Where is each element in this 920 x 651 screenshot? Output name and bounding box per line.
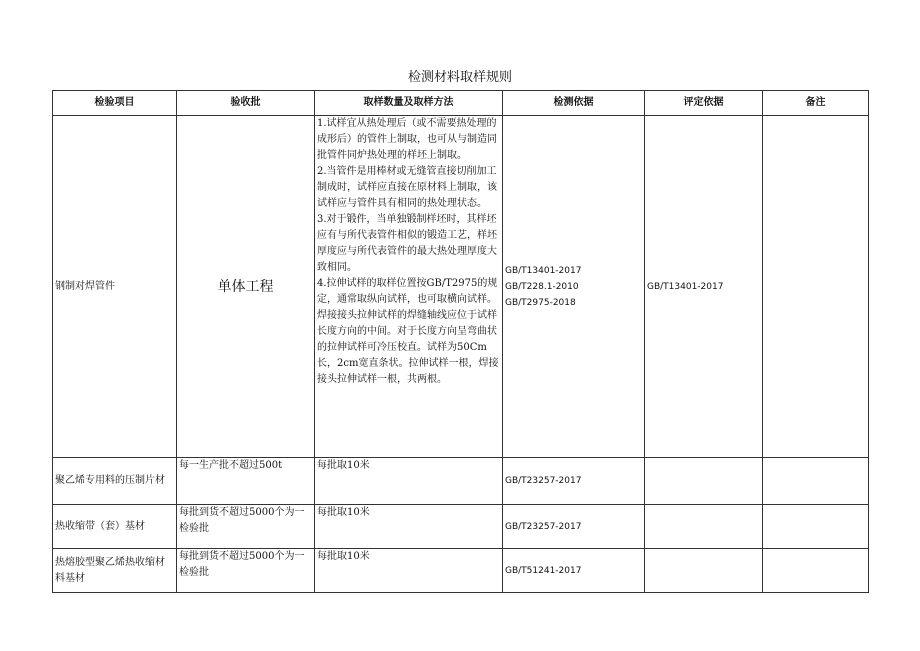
remark-cell — [763, 549, 869, 593]
method-cell — [315, 116, 503, 458]
evaluation-cell — [645, 549, 763, 593]
standard-cell: GB/T23257-2017 — [503, 458, 645, 505]
remark-cell — [763, 505, 869, 549]
item-cell: 热熔胶型聚乙烯热收缩材料基材 — [53, 549, 177, 593]
batch-cell: 每批到货不超过5000个为一检验批 — [177, 505, 315, 549]
header-method: 取样数量及取样方法 — [315, 91, 503, 116]
table-row — [53, 505, 869, 549]
header-evaluation: 评定依据 — [645, 91, 763, 116]
standard-cell — [503, 116, 645, 458]
evaluation-cell: GB/T13401-2017 — [645, 116, 763, 458]
method-step: 2.当管件是用棒材或无缝管直接切削加工制成时，试样应直接在原材料上制取，该试样应与管件具有相同的热处理状态。 — [317, 166, 497, 209]
method-cell: 每批取10米 — [315, 505, 503, 549]
method-step: 4.拉伸试样的取样位置按GB/T2975的规定，通常取纵向试样，也可取横向试样。焊接接头拉伸试样的焊缝轴线应位于试样长度方向的中间。对于长度方向呈弯曲状的拉伸试样可冷压校直。试样为50Cm长，2cm宽直条状。拉伸试样一根，焊接接头拉伸试样一根，共两根。 — [317, 278, 499, 385]
header-item: 检验项目 — [53, 91, 177, 116]
item-cell: 钢制对焊管件 — [53, 116, 177, 458]
standard-line: GB/T13401-2017 — [505, 265, 582, 276]
standard-cell: GB/T23257-2017 — [503, 505, 645, 549]
batch-cell: 单体工程 — [177, 116, 315, 458]
method-step: 1.试样宜从热处理后（或不需要热处理的成形后）的管件上制取，也可从与制造同批管件同炉热处理的样坯上制取。 — [317, 118, 497, 161]
method-cell: 每批取10米 — [315, 458, 503, 505]
header-basis: 检测依据 — [503, 91, 645, 116]
batch-cell: 每批到货不超过5000个为一检验批 — [177, 549, 315, 593]
sampling-rules-table — [52, 90, 869, 593]
method-cell: 每批取10米 — [315, 549, 503, 593]
table-header-row — [53, 91, 869, 116]
header-remark: 备注 — [763, 91, 869, 116]
remark-cell — [763, 458, 869, 505]
item-cell: 热收缩带（套）基材 — [53, 505, 177, 549]
batch-cell: 每一生产批不超过500t — [177, 458, 315, 505]
evaluation-cell — [645, 505, 763, 549]
header-batch: 验收批 — [177, 91, 315, 116]
page-title: 检测材料取样规则 — [407, 70, 512, 85]
item-cell: 聚乙烯专用料的压制片材 — [53, 458, 177, 505]
table-row — [53, 549, 869, 593]
standard-line: GB/T228.1-2010 — [505, 281, 579, 292]
method-step: 3.对于锻件，当单独锻制样坯时，其样坯应有与所代表管件相似的锻造工艺，样坯厚度应与所代表管件的最大热处理厚度大致相同。 — [317, 214, 497, 273]
remark-cell — [763, 116, 869, 458]
standard-cell: GB/T51241-2017 — [503, 549, 645, 593]
standard-line: GB/T2975-2018 — [505, 297, 576, 308]
table-row — [53, 458, 869, 505]
table-row — [53, 116, 869, 458]
evaluation-cell — [645, 458, 763, 505]
